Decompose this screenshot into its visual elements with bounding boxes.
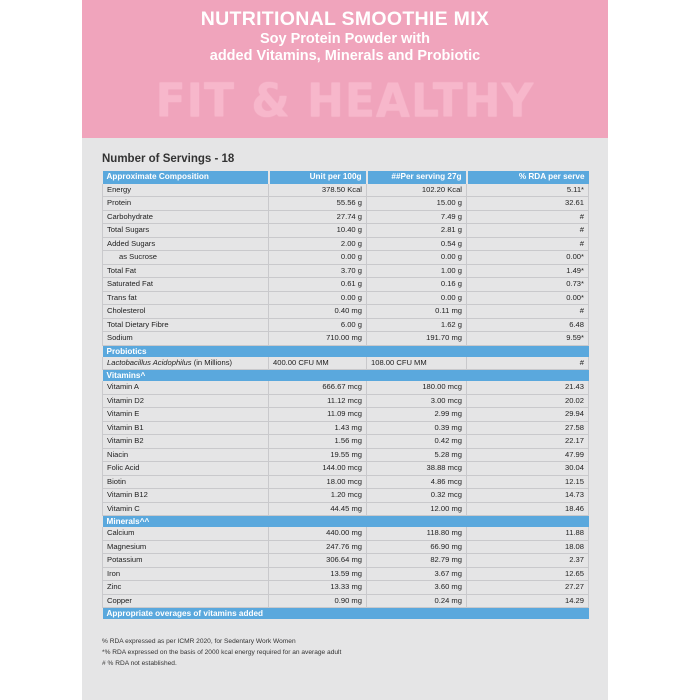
nutrient-name: Cholesterol [103,305,269,319]
nutrient-name: Vitamin B2 [103,435,269,449]
table-row [103,435,589,449]
value-per-serving: 12.00 mg [367,502,467,516]
value-per-100g: 378.50 Kcal [269,184,367,197]
value-rda: 0.00* [467,291,589,305]
value-per-100g: 11.09 mcg [269,408,367,422]
nutrient-name: Total Dietary Fibre [103,318,269,332]
value-per-100g: 0.40 mg [269,305,367,319]
table-row [103,554,589,568]
value-rda: 30.04 [467,462,589,476]
table-row [103,381,589,394]
footnote-not-established: # % RDA not established. [102,660,177,667]
value-rda: 27.27 [467,581,589,595]
nutrient-name: Niacin [103,448,269,462]
section-minerals [103,516,589,528]
value-rda: 6.48 [467,318,589,332]
value-per-serving: 3.60 mg [367,581,467,595]
value-per-100g: 400.00 CFU MM [269,357,367,370]
table-row [103,357,589,370]
value-per-serving: 15.00 g [367,197,467,211]
section-vitamins-title: Vitamins^ [103,370,589,382]
table-row [103,394,589,408]
header-rda: % RDA per serve [467,171,589,184]
table-row [103,318,589,332]
value-per-100g: 440.00 mg [269,527,367,540]
nutrient-name: Folic Acid [103,462,269,476]
value-per-100g: 144.00 mcg [269,462,367,476]
nutrient-name: Iron [103,567,269,581]
table-row [103,462,589,476]
value-rda: 0.00* [467,251,589,265]
product-title: NUTRITIONAL SMOOTHIE MIX [200,8,490,30]
table-row [103,197,589,211]
value-per-100g: 247.76 mg [269,540,367,554]
value-per-serving: 108.00 CFU MM [367,357,467,370]
table-row [103,421,589,435]
value-per-100g: 1.56 mg [269,435,367,449]
section-overages [103,608,589,620]
value-rda: 12.65 [467,567,589,581]
nutrient-name: Energy [103,184,269,197]
section-probiotics-title: Probiotics [103,345,589,357]
nutrient-name: Saturated Fat [103,278,269,292]
value-per-100g: 11.12 mcg [269,394,367,408]
probiotic-unit-note: (in Millions) [191,357,233,367]
value-rda: 5.11* [467,184,589,197]
value-per-100g: 19.55 mg [269,448,367,462]
nutrient-name: Added Sugars [103,237,269,251]
value-per-serving: 2.99 mg [367,408,467,422]
nutrient-name: Zinc [103,581,269,595]
nutrient-name: Potassium [103,554,269,568]
value-rda: 14.29 [467,594,589,608]
value-per-serving: 180.00 mcg [367,381,467,394]
value-rda: # [467,237,589,251]
value-per-serving: 191.70 mg [367,332,467,346]
value-rda: 9.59* [467,332,589,346]
nutrient-name: Biotin [103,475,269,489]
table-row [103,475,589,489]
nutrient-name: Vitamin B12 [103,489,269,503]
value-per-serving: 0.32 mcg [367,489,467,503]
value-per-serving: 66.90 mg [367,540,467,554]
table-row [103,448,589,462]
table-row [103,264,589,278]
nutrient-name: Magnesium [103,540,269,554]
value-rda: 20.02 [467,394,589,408]
table-row [103,278,589,292]
value-per-100g: 2.00 g [269,237,367,251]
table-header-row [103,171,589,184]
value-rda: 12.15 [467,475,589,489]
section-probiotics [103,345,589,357]
value-per-100g: 10.40 g [269,224,367,238]
servings-count: Number of Servings - 18 [102,153,235,165]
value-per-serving: 0.11 mg [367,305,467,319]
value-per-serving: 4.86 mcg [367,475,467,489]
value-rda: # [467,224,589,238]
value-per-serving: 7.49 g [367,210,467,224]
table-row [103,502,589,516]
value-per-100g: 55.56 g [269,197,367,211]
table-row [103,408,589,422]
nutrient-name: Total Fat [103,264,269,278]
value-per-100g: 13.33 mg [269,581,367,595]
value-per-serving: 5.28 mg [367,448,467,462]
nutrient-name [103,357,269,370]
table-row [103,210,589,224]
value-per-100g: 44.45 mg [269,502,367,516]
value-rda: 11.88 [467,527,589,540]
value-rda: 18.46 [467,502,589,516]
nutrient-name: as Sucrose [103,251,269,265]
value-per-serving: 1.62 g [367,318,467,332]
nutrient-name: Sodium [103,332,269,346]
table-row [103,184,589,197]
value-rda: # [467,357,589,370]
product-subtitle-line1: Soy Protein Powder with [260,31,430,47]
value-per-serving: 2.81 g [367,224,467,238]
nutrient-name: Calcium [103,527,269,540]
table-row [103,305,589,319]
value-rda: 32.61 [467,197,589,211]
value-per-100g: 710.00 mg [269,332,367,346]
value-per-serving: 82.79 mg [367,554,467,568]
table-row [103,581,589,595]
nutrient-name: Vitamin A [103,381,269,394]
value-per-serving: 38.88 mcg [367,462,467,476]
table-row [103,527,589,540]
tagline: FIT & HEALTHY [155,74,535,129]
nutrition-table [102,171,589,619]
value-per-serving: 0.42 mg [367,435,467,449]
value-per-serving: 0.39 mg [367,421,467,435]
table-row [103,332,589,346]
value-per-100g: 0.90 mg [269,594,367,608]
value-per-serving: 0.24 mg [367,594,467,608]
value-per-serving: 118.80 mg [367,527,467,540]
value-per-100g: 1.43 mg [269,421,367,435]
nutrient-name: Protein [103,197,269,211]
table-row [103,540,589,554]
probiotic-species: Lactobacillus Acidophilus [107,357,192,367]
value-per-serving: 1.00 g [367,264,467,278]
value-rda: # [467,305,589,319]
value-rda: 14.73 [467,489,589,503]
table-row [103,237,589,251]
value-per-100g: 3.70 g [269,264,367,278]
value-per-100g: 0.00 g [269,251,367,265]
value-per-serving: 3.67 mg [367,567,467,581]
value-per-100g: 0.00 g [269,291,367,305]
value-rda: 21.43 [467,381,589,394]
value-per-100g: 0.61 g [269,278,367,292]
value-per-100g: 18.00 mcg [269,475,367,489]
nutrient-name: Vitamin C [103,502,269,516]
value-per-serving: 102.20 Kcal [367,184,467,197]
table-row [103,594,589,608]
product-subtitle-line2: added Vitamins, Minerals and Probiotic [209,48,481,64]
header-per-100g: Unit per 100g [269,171,367,184]
nutrient-name: Vitamin D2 [103,394,269,408]
nutrient-name: Copper [103,594,269,608]
value-per-100g: 1.20 mcg [269,489,367,503]
header-composition: Approximate Composition [103,171,269,184]
value-rda: 27.58 [467,421,589,435]
value-per-100g: 27.74 g [269,210,367,224]
value-per-100g: 666.67 mcg [269,381,367,394]
nutrient-name: Vitamin B1 [103,421,269,435]
value-rda: 29.94 [467,408,589,422]
table-row [103,567,589,581]
table-row [103,291,589,305]
pink-header [82,0,608,138]
footnote-rda: % RDA expressed as per ICMR 2020, for Sedentary Work Women [102,638,296,645]
section-minerals-title: Minerals^^ [103,516,589,528]
nutrient-name: Vitamin E [103,408,269,422]
section-vitamins [103,370,589,382]
value-per-100g: 13.59 mg [269,567,367,581]
value-rda: 47.99 [467,448,589,462]
value-per-serving: 0.00 g [367,291,467,305]
value-per-serving: 3.00 mcg [367,394,467,408]
value-per-serving: 0.16 g [367,278,467,292]
nutrient-name: Carbohydrate [103,210,269,224]
table-row [103,224,589,238]
value-rda: 18.08 [467,540,589,554]
value-rda: # [467,210,589,224]
value-rda: 2.37 [467,554,589,568]
value-per-100g: 6.00 g [269,318,367,332]
value-rda: 22.17 [467,435,589,449]
value-per-serving: 0.00 g [367,251,467,265]
value-per-100g: 306.64 mg [269,554,367,568]
table-row [103,489,589,503]
footnote-energy: *% RDA expressed on the basis of 2000 kcal energy required for an average adult [102,649,342,656]
value-rda: 0.73* [467,278,589,292]
section-overages-title: Appropriate overages of vitamins added [103,608,589,620]
table-row [103,251,589,265]
nutrient-name: Total Sugars [103,224,269,238]
value-per-serving: 0.54 g [367,237,467,251]
nutrient-name: Trans fat [103,291,269,305]
value-rda: 1.49* [467,264,589,278]
header-per-serving: ##Per serving 27g [367,171,467,184]
